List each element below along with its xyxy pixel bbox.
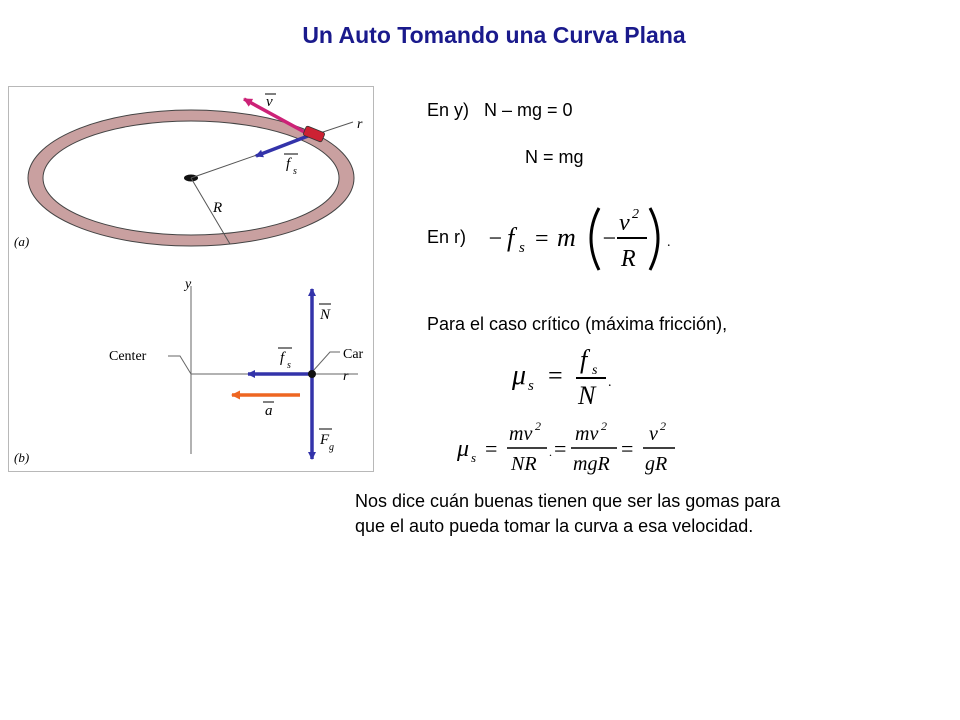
car-label: Car [343,347,364,362]
final-dot1: . [549,445,552,459]
mu-fs: f [580,345,588,374]
eq-r-formula [485,200,675,278]
eq-r-right-paren [650,208,658,270]
eq-r-inner-minus: − [601,226,618,252]
frac3-num: v [649,423,658,445]
y-axis-label: y [185,277,192,292]
eq-r-sq: 2 [632,207,639,222]
car-curve-figure [8,86,374,472]
r-label-a: r [357,117,363,132]
mu-N: N [578,381,596,410]
frac2-num: mv [575,423,599,445]
panel-b-label: (b) [14,450,30,465]
a-label: a [265,403,273,419]
eq-r-m: m [557,223,576,252]
eq-r-R: R [621,246,636,272]
mu-equals: = [548,361,563,390]
R-label: R [213,200,223,216]
frac2-den: mgR [573,453,610,475]
final-mu-sub: s [471,450,477,465]
r-label-b: r [343,369,349,384]
frac1-sq: 2 [535,419,541,433]
mu-dot: . [608,375,612,390]
mu-fs-sub: s [592,363,598,378]
page-title: Un Auto Tomando una Curva Plana [302,22,686,48]
fs-sub-b: s [287,360,291,371]
v-label: v [266,94,273,110]
eq-r-f-sub: s [519,240,525,256]
final-eq3: = [621,436,634,461]
panel-a-label: (a) [14,234,30,249]
center-label: Center [109,349,147,364]
fs-label-b: f [280,350,285,366]
fs-label-a: f [286,156,291,172]
eq-r-label: En r) [427,227,467,247]
N-label: N [320,307,331,323]
mu-sub: s [528,378,534,394]
eq-r-left-paren [591,208,599,270]
frac1-den: NR [511,453,537,475]
eq-r-f: f [507,223,515,252]
frac2-sq: 2 [601,419,607,433]
mu-symbol: μ [512,360,527,391]
frac1-num: mv [509,423,533,445]
eq-r-minus: − [487,226,504,252]
final-eq2: = [554,436,567,461]
frac3-den: gR [645,453,668,475]
frac3-sq: 2 [660,419,666,433]
final-formula [455,416,685,478]
final-eq1: = [485,436,498,461]
critical-case-text: Para el caso crítico (máxima fricción), [427,314,728,334]
final-mu: μ [457,436,470,462]
eq-r-v: v [619,210,630,236]
eq-r-dot: . [667,235,671,250]
Fg-label: F [320,432,330,448]
mu-formula [510,342,620,412]
car-point [308,370,316,378]
conclusion-note: Nos dice cuán buenas tienen que ser las gomas para que el auto pueda tomar la curva a esa velocidad. [355,491,781,536]
eq-y-line2: N = mg [525,147,584,167]
eq-y-line1: En y) N – mg = 0 [427,100,573,120]
eq-r-equals: = [535,226,549,252]
fs-sub-a: s [293,166,297,177]
Fg-sub: g [329,442,334,453]
